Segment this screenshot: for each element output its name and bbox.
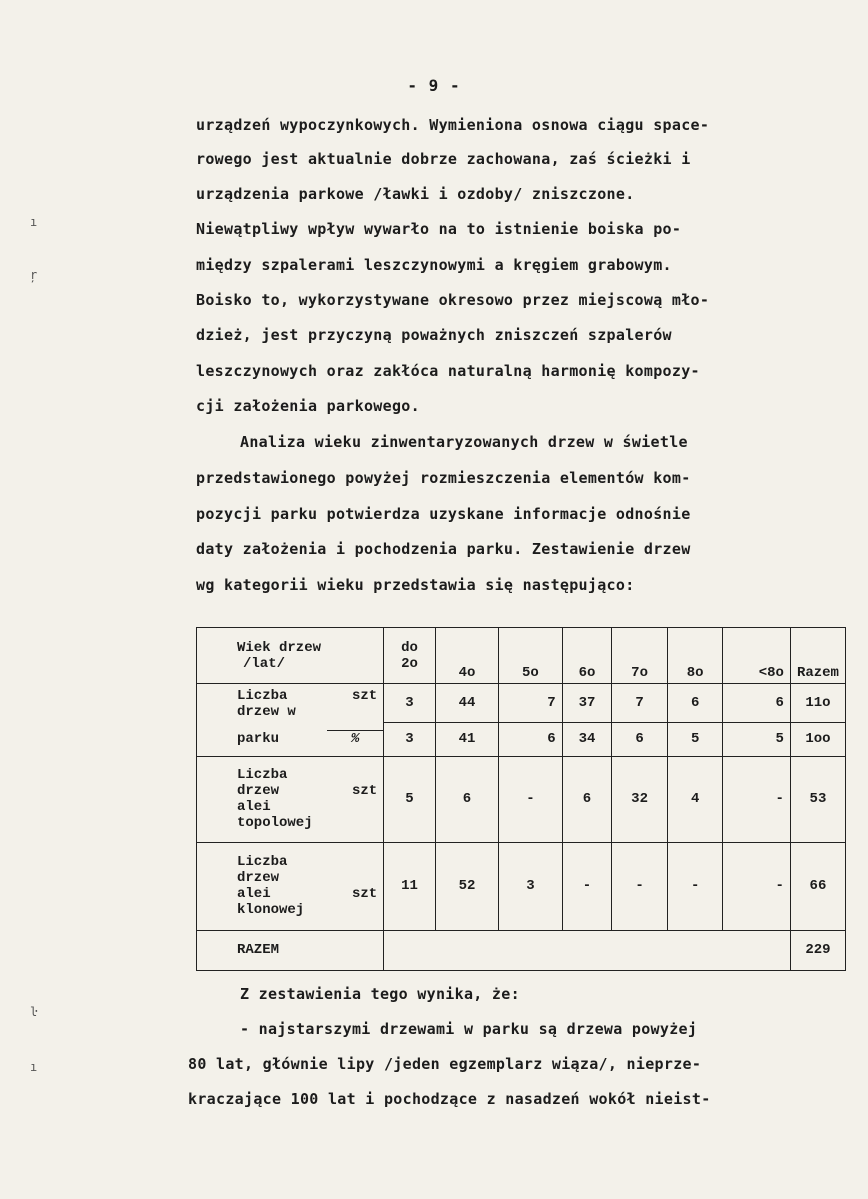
table-row [197,722,846,756]
table-cell: 6 [562,756,612,842]
unit-label: szt [351,886,378,902]
row-label: Liczba [237,767,288,783]
total-label-cell: RAZEM [197,930,384,970]
table-cell: 5 [384,756,436,842]
total-value-cell: 229 [790,930,845,970]
text-line: kraczające 100 lat i pochodzące z nasadzeń wokół nieist- [188,1090,711,1108]
header-cell: 4o [435,628,498,684]
margin-mark: ŗ [30,268,38,282]
unit-label: % [327,730,383,747]
row-label-cell [197,722,384,756]
table-cell: 4 [667,756,723,842]
table-cell: 6 [667,684,723,723]
total-empty-cell [384,930,791,970]
table-cell: 3 [384,722,436,756]
text-line: dzież, jest przyczyną poważnych zniszczeń szpalerów [196,326,672,344]
header-label: do [401,639,418,656]
text-line: przedstawionego powyżej rozmieszczenia elementów kom- [196,469,691,487]
table-header-row [197,628,846,684]
table-cell: - [723,842,791,930]
header-cell [384,628,436,684]
text-line: między szpalerami leszczynowymi a kręgiem grabowym. [196,256,672,274]
row-label: klonowej [237,902,305,918]
table-cell: 5 [723,722,791,756]
text-line: pozycji parku potwierdza uzyskane informacje odnośnie [196,505,691,523]
table-cell: 1oo [790,722,845,756]
row-label: drzew [237,870,280,886]
table-cell: 7 [612,684,668,723]
row-label-cell [197,842,384,930]
text-line: Z zestawienia tego wynika, że: [240,985,520,1003]
text-line: leszczynowych oraz zakłóca naturalną harmonię kompozy- [196,362,700,380]
header-label: Wiek drzew [237,639,322,656]
table-cell: 52 [435,842,498,930]
table-cell: 6 [612,722,668,756]
header-label: /lat/ [243,655,286,672]
table-cell: 3 [499,842,562,930]
text-line: daty założenia i pochodzenia parku. Zestawienie drzew [196,540,691,558]
table-total-row [197,930,846,970]
table-cell: - [499,756,562,842]
row-label: topolowej [237,815,313,831]
header-cell: <8o [723,628,791,684]
header-cell: 6o [562,628,612,684]
table-cell: 53 [790,756,845,842]
table-cell: - [612,842,668,930]
text-line: cji założenia parkowego. [196,397,420,415]
row-label: alei [237,886,271,902]
margin-mark: ŀ [30,1005,38,1019]
header-cell: 5o [499,628,562,684]
table-cell: 7 [499,684,562,723]
text-line: Niewątpliwy wpływ wywarło na to istnienie boiska po- [196,220,682,238]
text-line: urządzenia parkowe /ławki i ozdoby/ zniszczone. [196,185,635,203]
text-line: wg kategorii wieku przedstawia się następująco: [196,576,635,594]
text-line: 80 lat, głównie lipy /jeden egzemplarz wiąza/, nieprze- [188,1055,702,1073]
table-cell: 34 [562,722,612,756]
table-cell: 5 [667,722,723,756]
table-cell: - [723,756,791,842]
table-cell: - [562,842,612,930]
row-label: drzew [237,783,280,799]
text-line: Analiza wieku zinwentaryzowanych drzew w świetle [240,433,688,451]
table-cell: 11o [790,684,845,723]
unit-label: szt [351,783,378,799]
table-cell: 66 [790,842,845,930]
unit-label: szt [351,688,378,704]
table-cell: 11 [384,842,436,930]
margin-mark: ı [30,1060,38,1074]
table-cell: 41 [435,722,498,756]
table-cell: 6 [723,684,791,723]
page-number: - 9 - [407,76,461,95]
text-line: - najstarszymi drzewami w parku są drzewa powyżej [240,1020,698,1038]
table-cell: 37 [562,684,612,723]
table-row [197,684,846,723]
row-label: drzew w [237,704,296,720]
table-row [197,756,846,842]
row-label: alei [237,799,271,815]
text-line: urządzeń wypoczynkowych. Wymieniona osnowa ciągu space- [196,116,710,134]
header-cell: Razem [790,628,845,684]
header-label: 2o [401,655,418,672]
text-line: Boisko to, wykorzystywane okresowo przez miejscową mło- [196,291,710,309]
table-cell: 6 [499,722,562,756]
row-label: Liczba [237,854,288,870]
row-label-cell [197,756,384,842]
table-cell: 3 [384,684,436,723]
row-label-cell [197,684,384,723]
row-label: Liczba [237,688,288,704]
table-cell: - [667,842,723,930]
table-cell: 32 [612,756,668,842]
header-cell-age [197,628,384,684]
table-cell: 6 [435,756,498,842]
text-line: rowego jest aktualnie dobrze zachowana, zaś ścieżki i [196,150,691,168]
row-label: parku [237,730,280,747]
table-row [197,842,846,930]
header-cell: 8o [667,628,723,684]
tree-age-table [196,627,846,971]
margin-mark: ı [30,215,38,229]
table-cell: 44 [435,684,498,723]
header-cell: 7o [612,628,668,684]
